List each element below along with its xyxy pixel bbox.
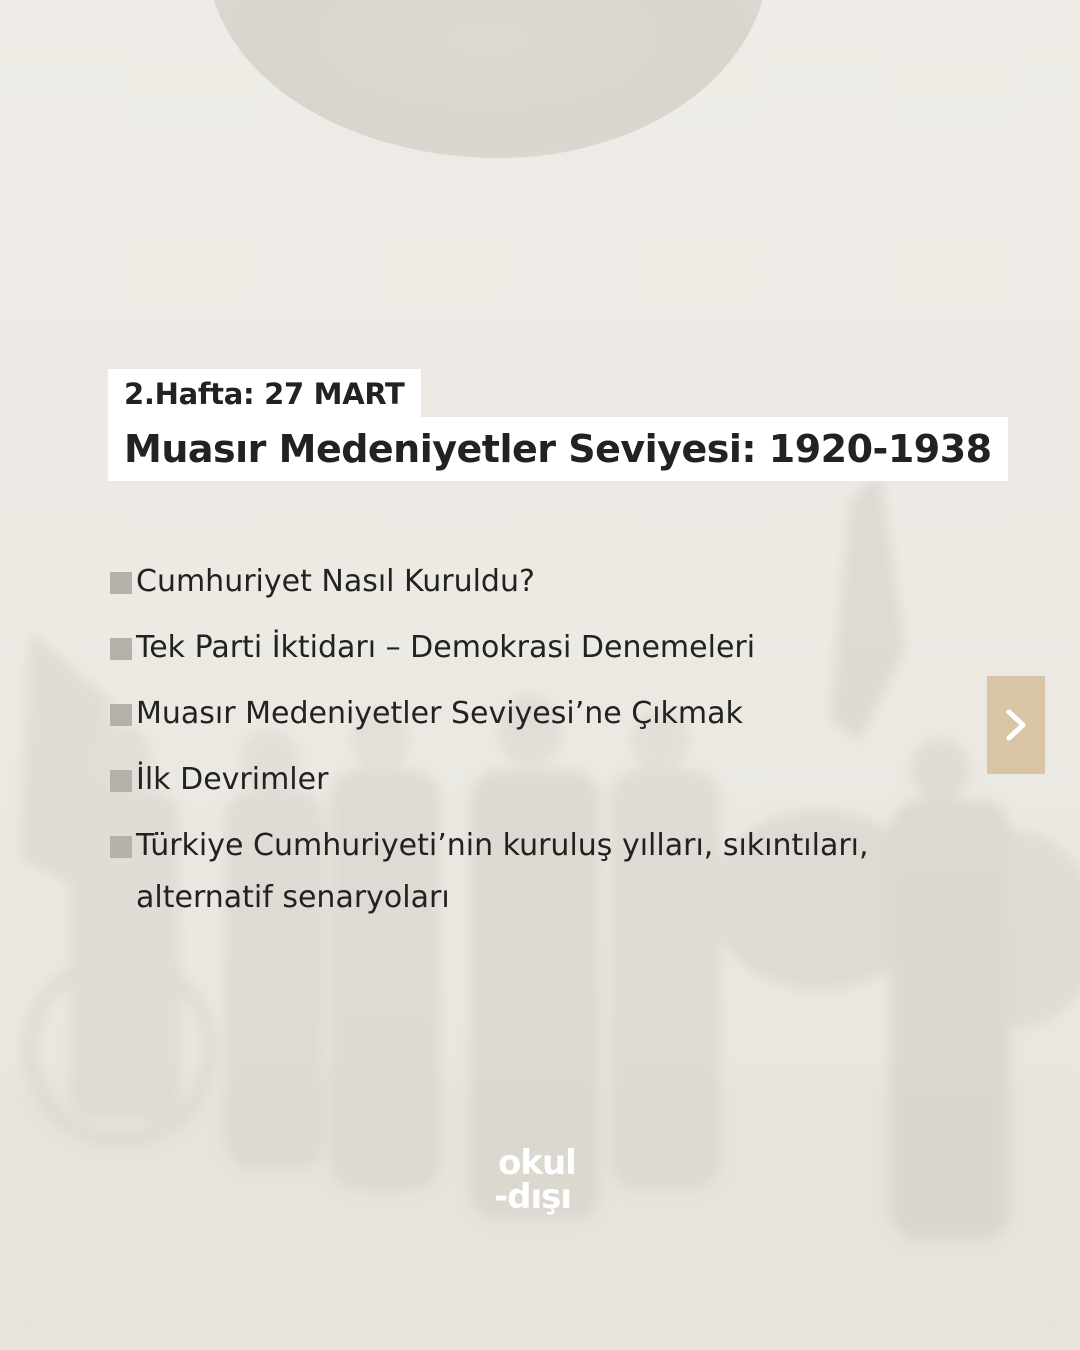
list-item [108,622,928,674]
topic-label: Türkiye Cumhuriyeti’nin kuruluş yılları, sıkıntıları, alternatif senaryoları [136,828,869,915]
header [108,369,1008,481]
logo-line-1: okul [498,1143,576,1183]
square-bullet-icon [110,836,132,858]
chevron-right-icon [1003,708,1029,742]
topic-label: Cumhuriyet Nasıl Kuruldu? [136,564,535,599]
topic-label: Tek Parti İktidarı – Demokrasi Denemeleri [136,630,756,665]
square-bullet-icon [110,638,132,660]
week-label: 2.Hafta: 27 MART [108,369,421,417]
logo [494,1143,594,1217]
square-bullet-icon [110,704,132,726]
list-item [108,820,928,924]
square-bullet-icon [110,770,132,792]
topic-label: İlk Devrimler [136,762,329,797]
logo-line-2: -dışı [494,1177,571,1217]
topic-list [108,556,928,938]
next-slide-button[interactable] [987,676,1045,774]
square-bullet-icon [110,572,132,594]
list-item [108,754,928,806]
list-item [108,556,928,608]
topic-label: Muasır Medeniyetler Seviyesi’ne Çıkmak [136,696,743,731]
page-title: Muasır Medeniyetler Seviyesi: 1920-1938 [108,417,1008,481]
list-item [108,688,928,740]
